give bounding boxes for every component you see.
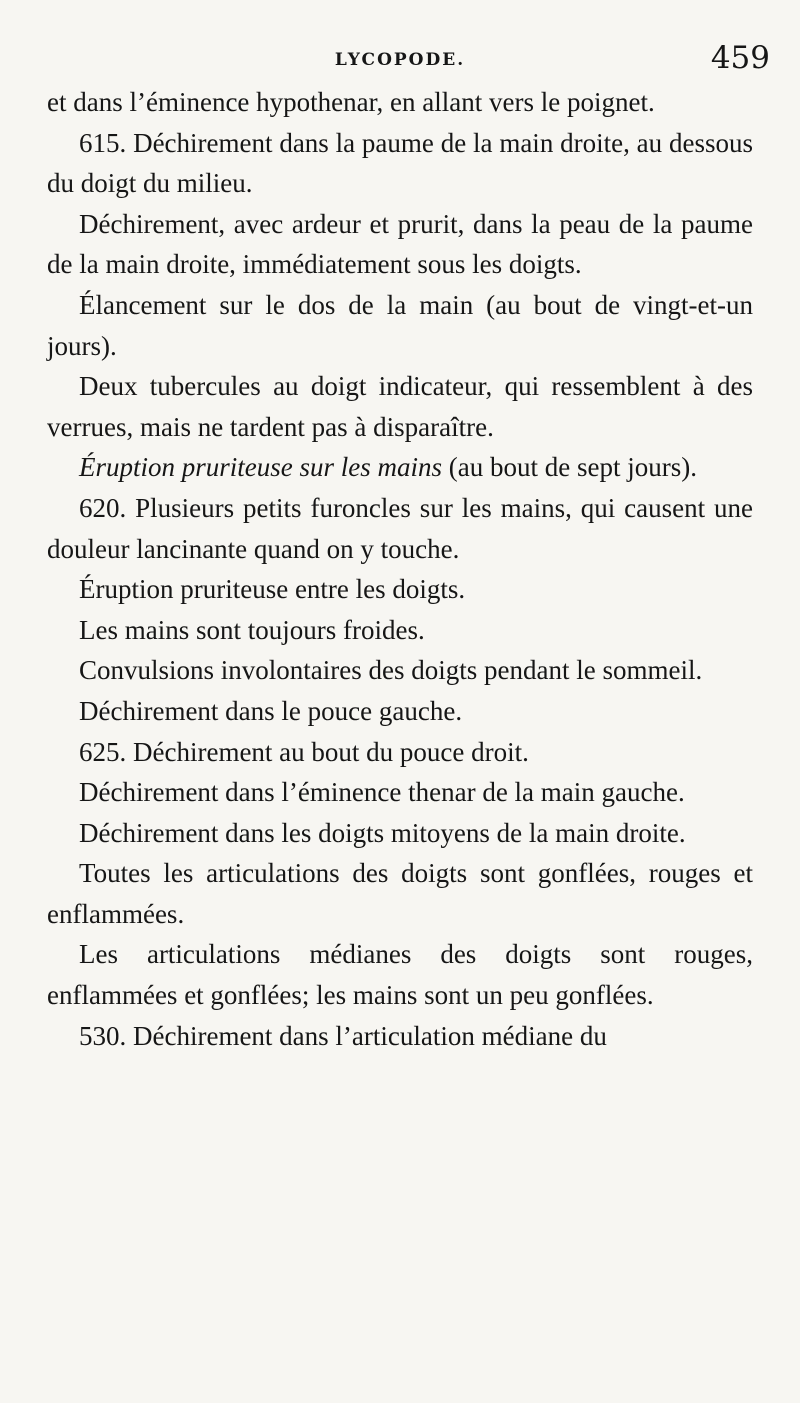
paragraph: 615. Déchirement dans la paume de la main droite, au dessous du doigt du milieu. [47, 127, 753, 199]
paragraph: 620. Plusieurs petits furoncles sur les mains, qui causent une douleur lancinante quand on y touche. [47, 492, 753, 564]
body-text [47, 82, 753, 1056]
paragraph: Éruption pruriteuse sur les mains (au bout de sept jours). [79, 452, 697, 483]
paragraph: Éruption pruriteuse entre les doigts. [79, 574, 466, 605]
running-header-title: LYCOPODE. [334, 50, 466, 70]
page-number: 459 [710, 40, 770, 76]
paragraph: 530. Déchirement dans l’articulation médiane du [79, 1020, 607, 1051]
paragraph: Déchirement dans le pouce gauche. [79, 695, 463, 726]
paragraph: Déchirement dans l’éminence thenar de la main gauche. [79, 777, 685, 808]
paragraph: et dans l’éminence hypothenar, en allant vers le poignet. [47, 87, 655, 117]
paragraph: Élancement sur le dos de la main (au bout de vingt-et-un jours). [47, 289, 753, 361]
paragraph: Convulsions involontaires des doigts pendant le sommeil. [79, 655, 703, 686]
paragraph: Déchirement dans les doigts mitoyens de la main droite. [79, 817, 686, 848]
paragraph: Les articulations médianes des doigts sont rouges, enflammées et gonflées; les mains sont un peu gonflées. [47, 939, 753, 1011]
paragraph: 625. Déchirement au bout du pouce droit. [79, 736, 529, 767]
paragraph: Les mains sont toujours froides. [79, 614, 425, 645]
paragraph: Toutes les articulations des doigts sont gonflées, rouges et enflammées. [47, 858, 753, 929]
paragraph: Déchirement, avec ardeur et prurit, dans la peau de la paume de la main droite, immédiatement sous les doigts. [47, 208, 753, 280]
italic-phrase: Éruption pruriteuse sur les mains [79, 452, 443, 483]
paragraph: Deux tubercules au doigt indicateur, qui ressemblent à des verrues, mais ne tardent pas à disparaître. [47, 371, 753, 442]
